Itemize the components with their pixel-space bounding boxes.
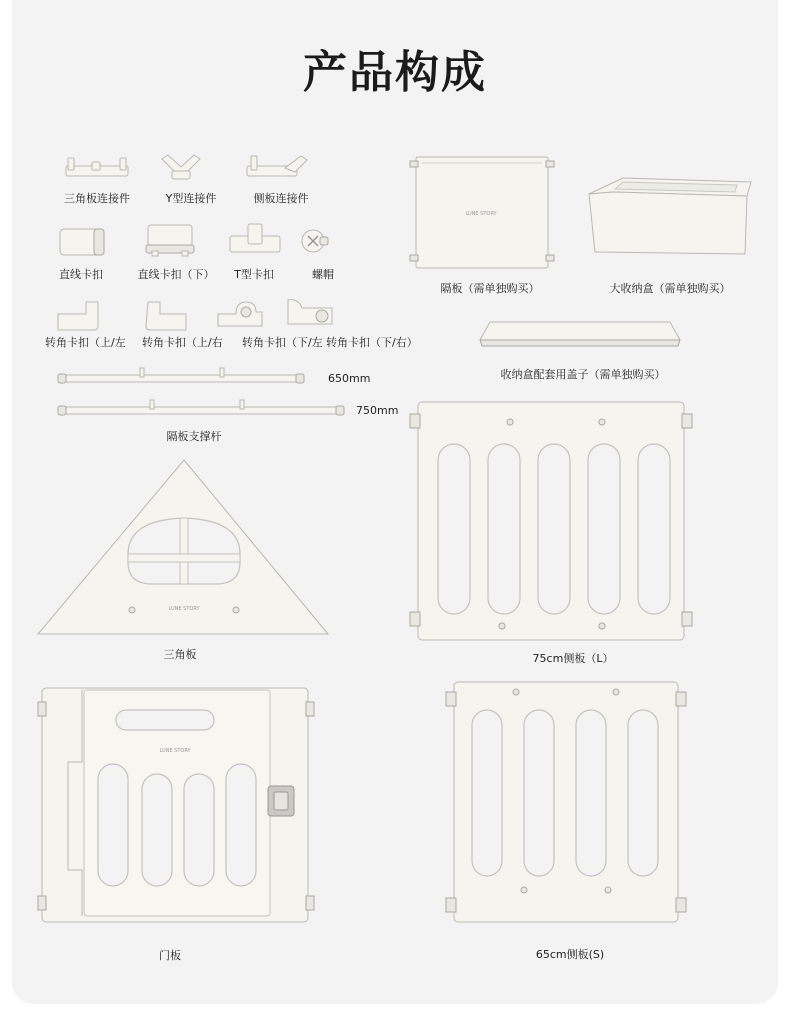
straight-clip-label: 直线卡扣 [59,268,103,281]
storage-box-image [587,176,753,260]
box-lid-label: 收纳盒配套用盖子（需单独购买） [500,368,666,381]
straight-clip-lower-label: 直线卡扣（下） [137,268,215,281]
triangle-panel-label: 三角板 [163,648,197,661]
y-connector-label: Y型连接件 [165,192,217,205]
t-clip-image [228,222,282,256]
divider-brand-mark: LUNE STORY [465,211,497,217]
corner-clip-c-image [216,298,266,330]
rod-750-length: 750mm [356,404,399,417]
door-panel-label: 门板 [159,949,181,962]
y-connector-image [158,153,204,183]
corner-clip-b-image [142,300,190,332]
side-panel-l-image [406,400,696,642]
page-title: 产品构成 [303,47,487,98]
side-panel-s-image [444,680,688,924]
door-panel-brand: LUNE STORY [159,748,191,754]
screw-cap-image [300,226,330,256]
corner-clip-d-image [284,296,336,330]
door-panel-image [36,686,320,924]
corner-clip-b-label: 转角卡扣（上/右 [142,336,223,349]
triangle-connector-label: 三角板连接件 [64,192,130,205]
rod-650-length: 650mm [328,372,371,385]
rod-750-image [56,398,346,420]
side-panel-l-label: 75cm侧板（L） [532,652,614,665]
straight-clip-lower-image [144,223,196,257]
corner-clip-a-image [56,300,102,332]
t-clip-label: T型卡扣 [234,268,274,281]
rod-650-image [56,366,306,388]
side-connector-image [245,152,311,182]
triangle-panel-brand: LUNE STORY [168,606,200,612]
triangle-connector-image [62,156,132,182]
corner-clip-c-label: 转角卡扣（下/左 [242,336,323,349]
corner-clip-a-label: 转角卡扣（上/左 [45,336,126,349]
box-lid-image [478,320,682,350]
screw-cap-label: 螺帽 [312,268,334,281]
divider-label: 隔板（需单独购买） [440,282,540,295]
straight-clip-image [58,225,106,257]
storage-box-label: 大收纳盒（需单独购买） [609,282,731,295]
corner-clip-d-label: 转角卡扣（下/右） [326,336,418,349]
side-connector-label: 侧板连接件 [253,192,309,205]
rods-label: 隔板支撑杆 [166,430,222,443]
side-panel-s-label: 65cm侧板(S) [535,948,605,961]
